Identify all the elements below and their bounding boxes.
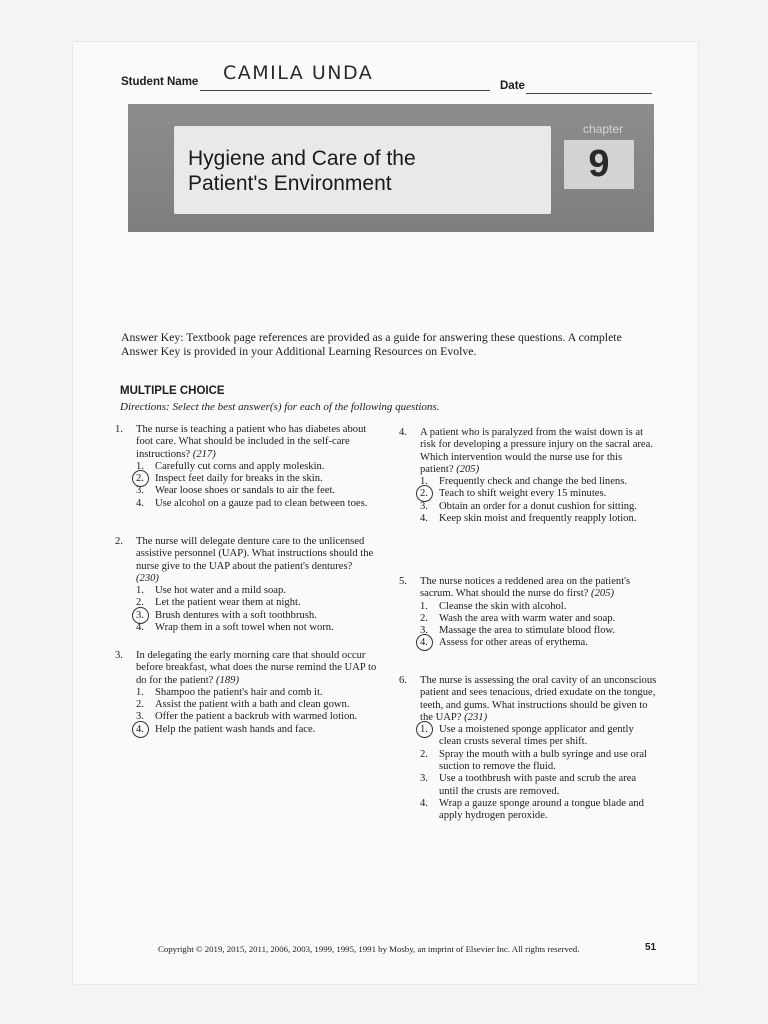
page-reference: (189) xyxy=(216,674,239,686)
answer-option[interactable]: 3. Massage the area to stimulate blood flow. xyxy=(420,625,616,637)
answer-option-selected[interactable]: 4. Assess for other areas of erythema. xyxy=(420,637,588,649)
circled-answer-mark: 3. xyxy=(136,610,155,622)
question-stem: The nurse is teaching a patient who has diabetes about foot care. What should be included in the self-care instructions? xyxy=(136,424,367,460)
page-reference: (231) xyxy=(464,711,488,723)
answer-option-selected[interactable]: 2. Inspect feet daily for breaks in the skin. xyxy=(136,473,323,485)
question-number: 3. xyxy=(115,650,123,661)
answer-option[interactable]: 2. Spray the mouth with a bulb syringe and use oral suction to remove the fluid. xyxy=(420,748,648,773)
circled-answer-mark: 4. xyxy=(420,637,439,649)
question-4 xyxy=(399,427,657,525)
answer-option-selected[interactable]: 1. Use a moistened sponge applicator and gently clean crusts several times per shift. xyxy=(420,724,634,748)
page-reference: (205) xyxy=(591,588,614,600)
page-reference: (230) xyxy=(136,572,159,584)
student-name-line xyxy=(200,90,490,91)
answer-option[interactable]: 2. Wash the area with warm water and soap. xyxy=(420,612,616,624)
question-6 xyxy=(399,675,657,823)
circled-answer-mark: 1. xyxy=(420,724,439,749)
question-stem: The nurse notices a reddened area on the patient's sacrum. What should the nurse do first? xyxy=(420,576,631,600)
question-number: 6. xyxy=(399,675,407,686)
answer-option[interactable]: 1. Use hot water and a mild soap. xyxy=(136,585,286,597)
answer-option[interactable]: 1. Carefully cut corns and apply moleskin. xyxy=(136,460,325,472)
answer-option-selected[interactable]: 2. Teach to shift weight every 15 minutes. xyxy=(420,488,607,500)
question-stem: A patient who is paralyzed from the waist down is at risk for developing a pressure injury on the sacral area. Which intervention would the nurse use for this patient? xyxy=(420,427,653,475)
date-line xyxy=(526,93,652,94)
answer-option[interactable]: 3. Obtain an order for a donut cushion for sitting. xyxy=(420,500,638,512)
answer-option[interactable]: 1. Frequently check and change the bed linens. xyxy=(420,476,627,488)
page-number: 51 xyxy=(645,942,657,953)
section-directions: Directions: Select the best answer(s) for each of the following questions. xyxy=(120,401,440,413)
circled-answer-mark: 4. xyxy=(136,724,155,736)
page-reference: (205) xyxy=(456,463,480,475)
question-number: 5. xyxy=(399,576,407,587)
answer-option[interactable]: 2. Assist the patient with a bath and clean gown. xyxy=(136,699,350,711)
answer-option[interactable]: 4. Wrap them in a soft towel when not worn. xyxy=(136,622,334,634)
copyright-notice: Copyright © 2019, 2015, 2011, 2006, 2003, 1999, 1995, 1991 by Mosby, an imprint of Elsevier Inc. All rights reserved. xyxy=(158,944,580,954)
answer-option[interactable]: 2. Let the patient wear them at night. xyxy=(136,597,301,609)
answer-option[interactable]: 4. Keep skin moist and frequently reapply lotion. xyxy=(420,513,637,525)
chapter-number: 9 xyxy=(564,140,634,189)
circled-answer-mark: 2. xyxy=(420,488,439,500)
question-2 xyxy=(115,536,377,634)
chapter-title xyxy=(188,146,416,196)
question-5 xyxy=(399,576,657,650)
question-number: 4. xyxy=(399,427,407,438)
answer-option[interactable]: 3. Wear loose shoes or sandals to air the feet. xyxy=(136,485,336,497)
question-stem: In delegating the early morning care that should occur before breakfast, what does the nurse remind the UAP to do for the patient? xyxy=(136,650,377,686)
question-stem: The nurse will delegate denture care to the unlicensed assistive personnel (UAP). What instructions should the nurse give to the UAP about the patient's dentures? xyxy=(136,536,374,572)
answer-option[interactable]: 4. Wrap a gauze sponge around a tongue blade and apply hydrogen peroxide. xyxy=(420,797,644,822)
answer-option-selected[interactable]: 3. Brush dentures with a soft toothbrush. xyxy=(136,609,317,621)
section-heading: MULTIPLE CHOICE xyxy=(120,385,225,397)
student-name-label: Student Name xyxy=(121,76,199,88)
question-3 xyxy=(115,650,377,736)
chapter-title-line2: Patient's Environment xyxy=(188,172,392,195)
chapter-title-line1: Hygiene and Care of the xyxy=(188,147,416,170)
question-number: 2. xyxy=(115,536,123,547)
question-number: 1. xyxy=(115,424,123,435)
answer-option[interactable]: 3. Offer the patient a backrub with warmed lotion. xyxy=(136,711,358,723)
answer-key-note: Answer Key: Textbook page references are provided as a guide for answering these questions. A complete Answer Key is provided in your Additional Learning Resources on Evolve. xyxy=(121,330,622,358)
student-name-value: CAMILA UNDA xyxy=(223,62,374,84)
worksheet-page xyxy=(73,42,698,984)
page-reference: (217) xyxy=(192,448,216,460)
answer-option[interactable]: 4. Use alcohol on a gauze pad to clean between toes. xyxy=(136,497,368,509)
question-stem: The nurse is assessing the oral cavity of an unconscious patient and sees tenacious, dried exudate on the tongue, teeth, and gums. What instructions should be given to the UAP? xyxy=(420,675,657,723)
answer-option-selected[interactable]: 4. Help the patient wash hands and face. xyxy=(136,723,316,735)
answer-option[interactable]: 3. Use a toothbrush with paste and scrub the area until the crusts are removed. xyxy=(420,773,637,797)
answer-option[interactable]: 1. Cleanse the skin with alcohol. xyxy=(420,600,567,612)
answer-option[interactable]: 1. Shampoo the patient's hair and comb it. xyxy=(136,686,323,698)
question-1 xyxy=(115,424,377,510)
date-label: Date xyxy=(500,80,525,92)
chapter-label: chapter xyxy=(583,122,624,136)
circled-answer-mark: 2. xyxy=(136,473,155,485)
